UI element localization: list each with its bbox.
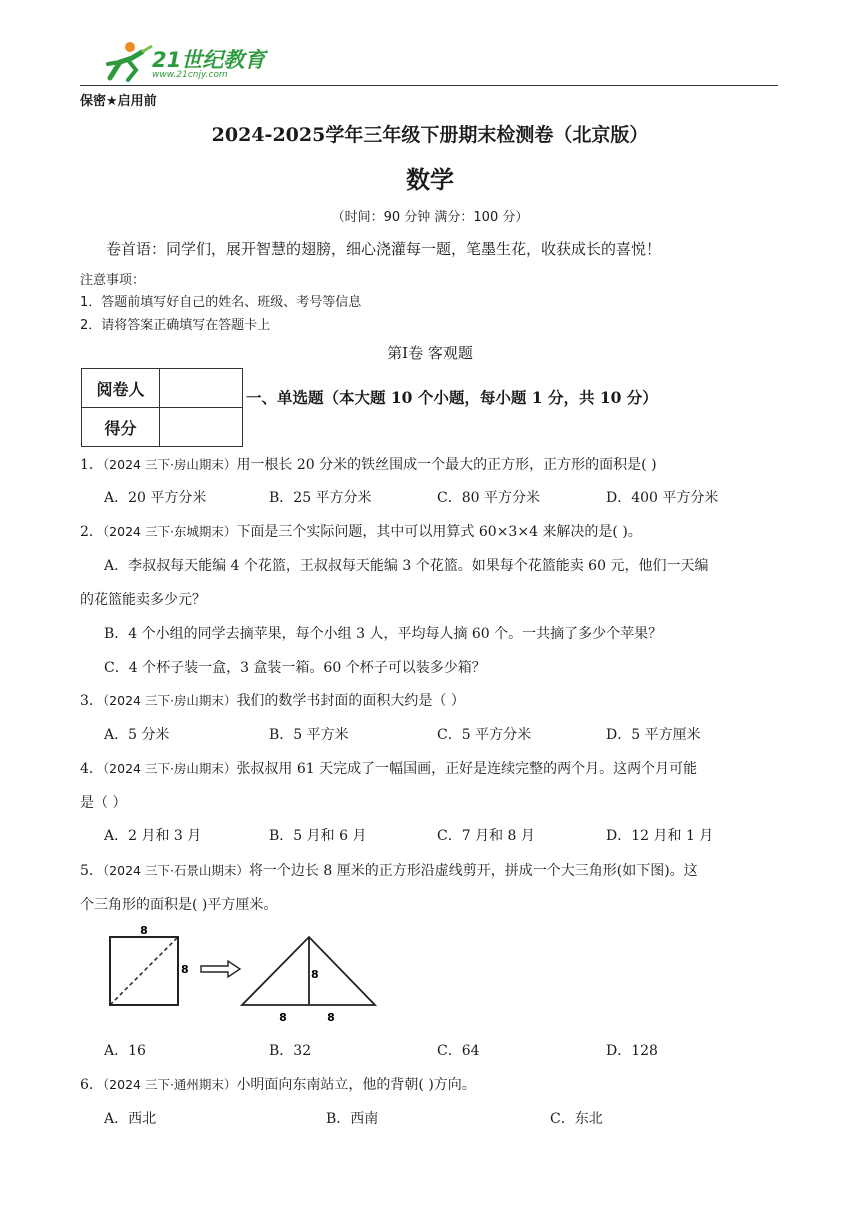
exam-title: 2024-2025学年三年级下册期末检测卷（北京版）: [211, 124, 649, 146]
label-triangle-base-right: 8: [327, 1011, 335, 1024]
question-4: [80, 758, 697, 778]
question-text: 将一个边长 8 厘米的正方形沿虚线剪开，拼成一个大三角形(如下图)。这: [248, 863, 698, 879]
confidential-label: 保密★启用前: [80, 94, 157, 109]
label-triangle-base-left: 8: [279, 1011, 287, 1024]
option-b[interactable]: B．5 平方米: [269, 727, 349, 743]
subject-title: 数学: [406, 166, 454, 194]
logo-text: 21世纪教育: [152, 48, 266, 72]
question-text: 小明面向东南站立，他的背朝( )方向。: [236, 1077, 476, 1093]
option-a[interactable]: A．李叔叔每天能编 4 个花篮，王叔叔每天能编 3 个花篮。如果每个花篮能卖 60 元，他们一天编: [104, 558, 709, 574]
arrow-right-icon: [201, 961, 240, 977]
option-b[interactable]: B．32: [269, 1043, 312, 1059]
question-source: （2024 三下·石景山期末）: [102, 863, 249, 878]
logo: [98, 40, 278, 86]
option-c[interactable]: C．7 月和 8 月: [437, 828, 535, 844]
question-text-continued: 个三角形的面积是( )平方厘米。: [80, 897, 278, 913]
question-3: [80, 690, 465, 710]
option-a[interactable]: A．20 平方分米: [104, 490, 207, 506]
question-number: 3．: [80, 693, 103, 709]
question-source: （2024 三下·东城期末）: [102, 524, 237, 539]
option-b[interactable]: B．4 个小组的同学去摘苹果，每个小组 3 人，平均每人摘 60 个。一共摘了多少个苹果？: [104, 626, 663, 642]
reviewer-label: 阅卷人: [82, 369, 160, 408]
question-source: （2024 三下·房山期末）: [102, 693, 237, 708]
question-source: （2024 三下·通州期末）: [102, 1077, 237, 1092]
header-divider: [80, 85, 778, 86]
question-text: 用一根长 20 分米的铁丝围成一个最大的正方形，正方形的面积是( ): [236, 457, 657, 473]
option-d[interactable]: D．128: [606, 1043, 658, 1059]
score-cell[interactable]: [160, 408, 243, 447]
label-square-top: 8: [140, 924, 148, 937]
question-1: [80, 454, 657, 474]
motto: 卷首语：同学们，展开智慧的翅膀，细心浇灌每一题，笔墨生花，收获成长的喜悦！: [106, 240, 662, 258]
question-source: （2024 三下·房山期末）: [102, 761, 237, 776]
option-b[interactable]: B．5 月和 6 月: [269, 828, 367, 844]
reviewer-cell[interactable]: [160, 369, 243, 408]
option-b[interactable]: B．25 平方分米: [269, 490, 372, 506]
option-a-continued: 的花篮能卖多少元？: [80, 592, 206, 608]
part-title: 第Ⅰ卷 客观题: [387, 344, 473, 362]
option-a[interactable]: A．16: [104, 1043, 146, 1059]
question-text: 下面是三个实际问题，其中可以用算式 60×3×4 来解决的是( )。: [236, 524, 642, 540]
question-number: 1．: [80, 457, 103, 473]
option-c[interactable]: C．80 平方分米: [437, 490, 540, 506]
question-source: （2024 三下·房山期末）: [102, 457, 237, 472]
question-number: 4．: [80, 761, 103, 777]
question-number: 6．: [80, 1077, 103, 1093]
option-c[interactable]: C．64: [437, 1043, 480, 1059]
question-5: [80, 860, 698, 880]
question-text-continued: 是（ ）: [80, 795, 127, 811]
question-number: 2．: [80, 524, 103, 540]
notes-title: 注意事项：: [80, 273, 146, 288]
option-a[interactable]: A．5 分米: [104, 727, 170, 743]
note-item: 1．答题前填写好自己的姓名、班级、考号等信息: [80, 295, 362, 310]
score-label: 得分: [82, 408, 160, 447]
option-c[interactable]: C．东北: [550, 1111, 603, 1127]
dashed-diagonal: [110, 937, 178, 1005]
option-d[interactable]: D．12 月和 1 月: [606, 828, 714, 844]
square-to-triangle-figure: [100, 920, 390, 1030]
question-2: [80, 521, 642, 541]
option-c[interactable]: C．5 平方分米: [437, 727, 532, 743]
logo-url: www.21cnjy.com: [152, 70, 228, 80]
note-item: 2．请将答案正确填写在答题卡上: [80, 318, 271, 333]
question-text: 张叔叔用 61 天完成了一幅国画，正好是连续完整的两个月。这两个月可能: [236, 761, 698, 777]
score-table: [81, 368, 243, 447]
section-title: 一、单选题（本大题 10 个小题，每小题 1 分，共 10 分）: [246, 388, 658, 407]
option-d[interactable]: D．5 平方厘米: [606, 727, 701, 743]
option-a[interactable]: A．2 月和 3 月: [104, 828, 202, 844]
question-text: 我们的数学书封面的面积大约是（ ）: [236, 693, 465, 709]
time-score: （时间：90 分钟 满分：100 分）: [331, 210, 529, 225]
option-c[interactable]: C．4 个杯子装一盒，3 盒装一箱。60 个杯子可以装多少箱？: [104, 660, 486, 676]
option-a[interactable]: A．西北: [104, 1111, 157, 1127]
label-triangle-height: 8: [311, 968, 319, 981]
label-square-side: 8: [181, 963, 189, 976]
question-6: [80, 1074, 476, 1094]
option-d[interactable]: D．400 平方分米: [606, 490, 719, 506]
option-b[interactable]: B．西南: [326, 1111, 379, 1127]
question-number: 5．: [80, 863, 103, 879]
